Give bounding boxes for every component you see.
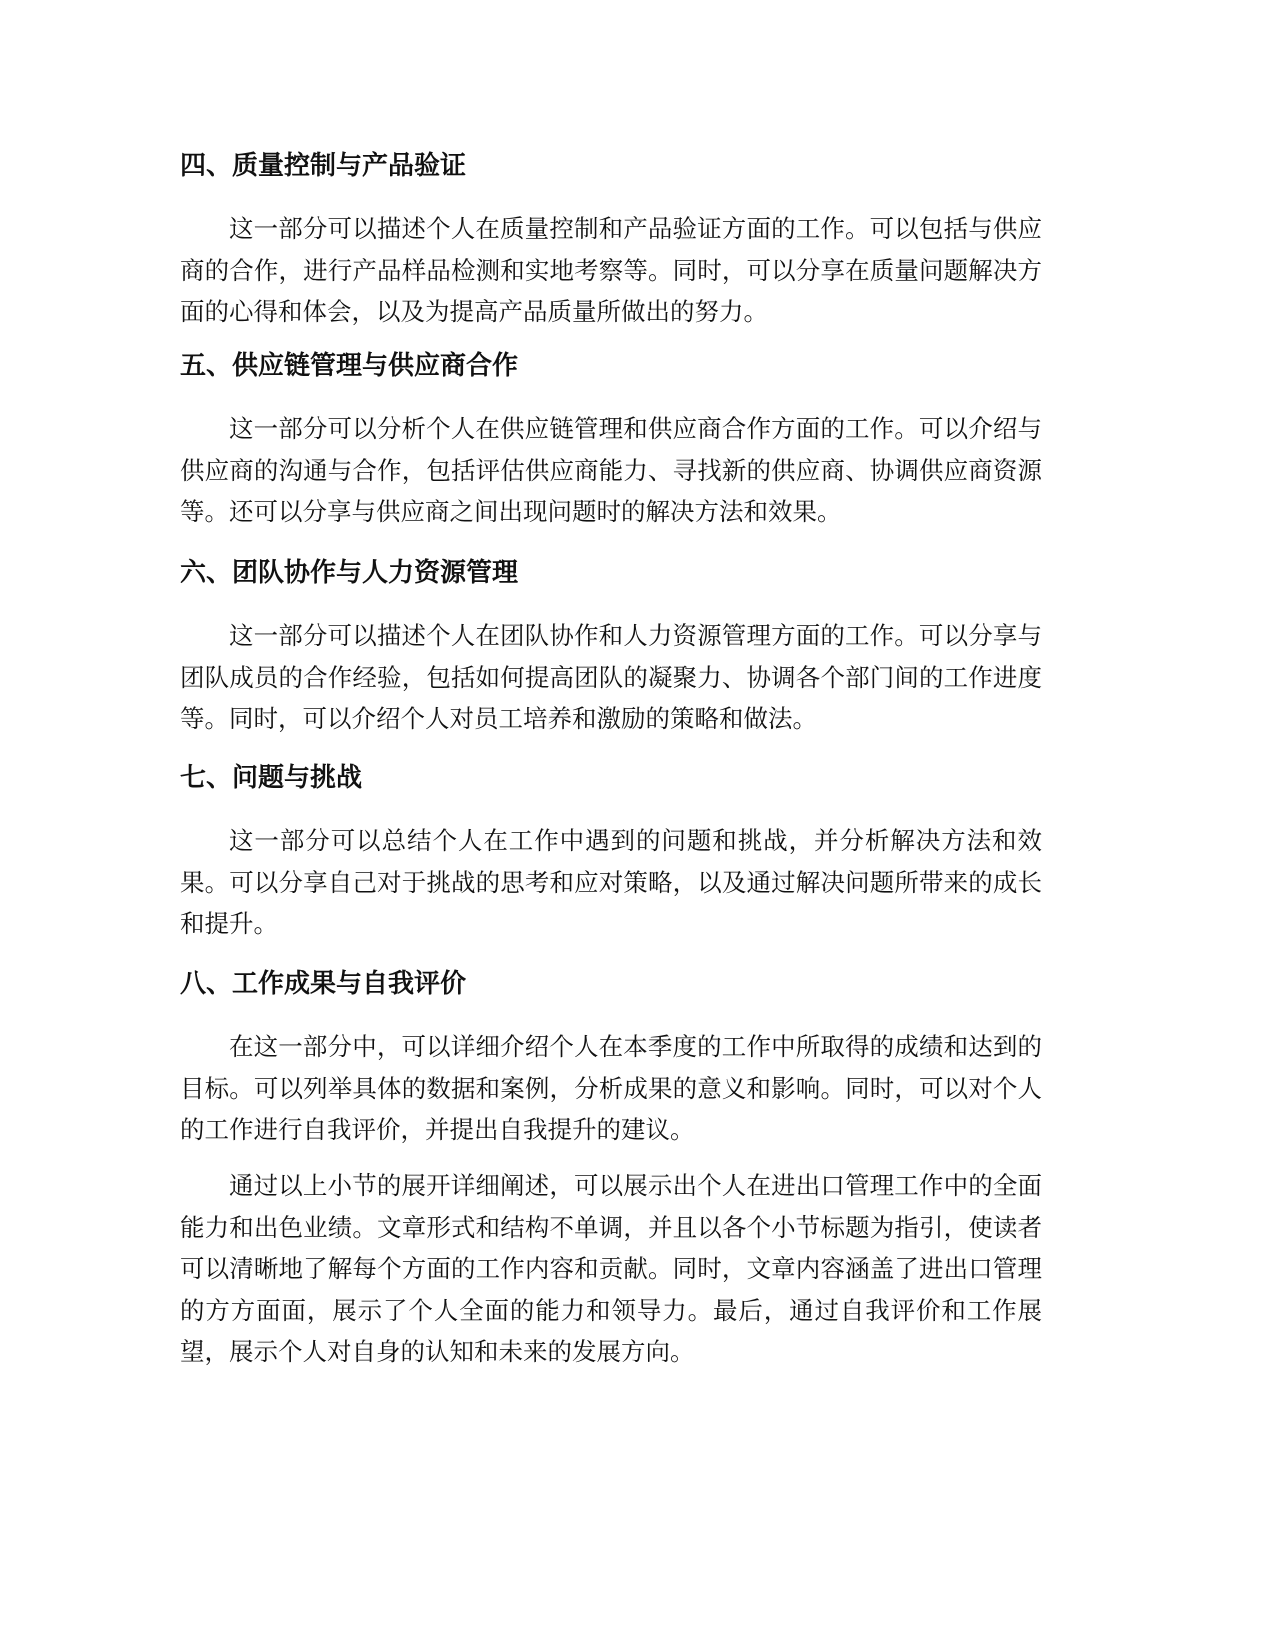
section-heading: 四、质量控制与产品验证 xyxy=(180,151,467,181)
section-quality-control xyxy=(180,146,1042,333)
section-heading: 八、工作成果与自我评价 xyxy=(180,969,467,999)
section-paragraph: 这一部分可以描述个人在团队协作和人力资源管理方面的工作。可以分享与团队成员的合作经验，包括如何提高团队的凝聚力、协调各个部门间的工作进度等。同时，可以介绍个人对员工培养和激励的策略和做法。 xyxy=(180,621,1042,733)
section-teamwork xyxy=(180,553,1042,740)
section-supply-chain xyxy=(180,346,1042,533)
section-paragraph: 这一部分可以总结个人在工作中遇到的问题和挑战，并分析解决方法和效果。可以分享自己对于挑战的思考和应对策略，以及通过解决问题所带来的成长和提升。 xyxy=(180,826,1042,938)
section-paragraph: 这一部分可以描述个人在质量控制和产品验证方面的工作。可以包括与供应商的合作，进行产品样品检测和实地考察等。同时，可以分享在质量问题解决方面的心得和体会，以及为提高产品质量所做出的努力。 xyxy=(180,214,1042,326)
section-problems-challenges xyxy=(180,758,1042,945)
section-heading: 七、问题与挑战 xyxy=(180,763,363,793)
closing-paragraph: 通过以上小节的展开详细阐述，可以展示出个人在进出口管理工作中的全面能力和出色业绩。文章形式和结构不单调，并且以各个小节标题为指引，使读者可以清晰地了解每个方面的工作内容和贡献。同时，文章内容涵盖了进出口管理的方方面面，展示了个人全面的能力和领导力。最后，通过自我评价和工作展望，展示个人对自身的认知和未来的发展方向。 xyxy=(180,1171,1042,1366)
section-heading: 五、供应链管理与供应商合作 xyxy=(180,351,519,381)
section-paragraph: 在这一部分中，可以详细介绍个人在本季度的工作中所取得的成绩和达到的目标。可以列举具体的数据和案例，分析成果的意义和影响。同时，可以对个人的工作进行自我评价，并提出自我提升的建议。 xyxy=(180,1032,1042,1144)
section-results-self-evaluation xyxy=(180,964,1042,1151)
section-heading: 六、团队协作与人力资源管理 xyxy=(180,558,519,588)
section-paragraph: 这一部分可以分析个人在供应链管理和供应商合作方面的工作。可以介绍与供应商的沟通与合作，包括评估供应商能力、寻找新的供应商、协调供应商资源等。还可以分享与供应商之间出现问题时的解决方法和效果。 xyxy=(180,414,1042,526)
